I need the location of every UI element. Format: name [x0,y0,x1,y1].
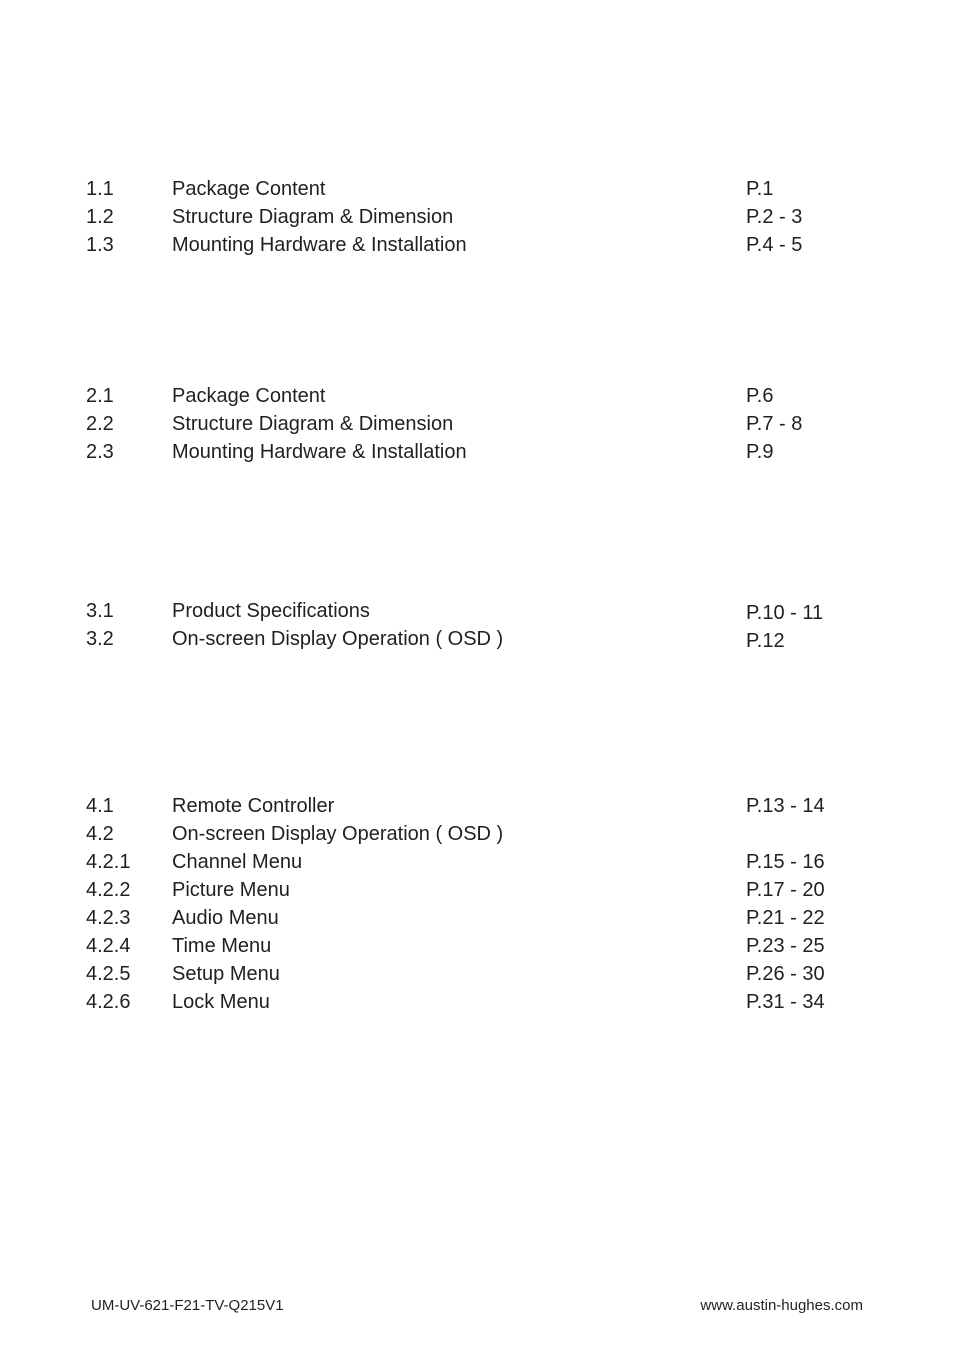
toc-entry-title: On-screen Display Operation ( OSD ) [172,628,504,650]
toc-entry-page: P.13 - 14 [746,795,825,817]
toc-entry-number: 1.2 [86,206,114,228]
toc-entry [0,960,954,988]
toc-entry [0,904,954,932]
toc-entry-page: P.21 - 22 [746,907,825,929]
toc-entry-number: 4.2.3 [86,907,131,929]
toc-entry-number: 4.2.5 [86,963,131,985]
toc-entry-page: P.2 - 3 [746,206,803,228]
toc-entry-page: P.15 - 16 [746,851,825,873]
toc-entry-title: Time Menu [172,935,272,957]
toc-entry-title: Package Content [172,178,326,200]
toc-entry-page: P.31 - 34 [746,991,825,1013]
toc-entry-title: Mounting Hardware & Installation [172,441,467,463]
toc-entry-page: P.10 - 11 [746,602,824,624]
toc-entry [0,231,954,259]
toc-entry-number: 1.1 [86,178,114,200]
toc-entry-page: P.7 - 8 [746,413,803,435]
toc-entry-number: 3.2 [86,628,114,650]
toc-entry-title: Remote Controller [172,795,335,817]
toc-entry-title: On-screen Display Operation ( OSD ) [172,823,504,845]
toc-entry-number: 2.3 [86,441,114,463]
toc-entry-number: 4.2.6 [86,991,131,1013]
toc-entry-number: 2.2 [86,413,114,435]
toc-entry-number: 3.1 [86,600,114,622]
toc-entry-title: Setup Menu [172,963,280,985]
toc-entry-number: 4.1 [86,795,114,817]
toc-entry-title: Structure Diagram & Dimension [172,413,454,435]
toc-entry [0,792,954,820]
toc-entry-number: 2.1 [86,385,114,407]
toc-entry-page: P.23 - 25 [746,935,825,957]
toc-entry-title: Audio Menu [172,907,279,929]
toc-entry-page: P.4 - 5 [746,234,803,256]
toc-entry [0,410,954,438]
toc-entry-page: P.6 [746,385,774,407]
toc-entry [0,625,954,653]
footer-website: www.austin-hughes.com [700,1297,863,1314]
toc-entry [0,438,954,466]
toc-entry [0,988,954,1016]
toc-entry-number: 4.2.4 [86,935,131,957]
toc-entry-page: P.1 [746,178,774,200]
toc-entry-title: Structure Diagram & Dimension [172,206,454,228]
toc-entry [0,932,954,960]
toc-entry [0,848,954,876]
toc-entry-title: Channel Menu [172,851,303,873]
toc-entry-number: 1.3 [86,234,114,256]
toc-entry-title: Lock Menu [172,991,270,1013]
toc-entry-page: P.12 [746,630,785,652]
footer-document-code: UM-UV-621-F21-TV-Q215V1 [91,1297,284,1314]
toc-entry-page: P.9 [746,441,774,463]
toc-entry-number: 4.2.1 [86,851,131,873]
toc-entry-title: Mounting Hardware & Installation [172,234,467,256]
toc-entry-number: 4.2 [86,823,114,845]
toc-entry-page: P.17 - 20 [746,879,825,901]
toc-entry-title: Picture Menu [172,879,290,901]
toc-entry [0,203,954,231]
toc-entry-title: Package Content [172,385,326,407]
toc-entry [0,597,954,625]
toc-entry [0,175,954,203]
toc-entry-title: Product Specifications [172,600,370,622]
toc-entry-page: P.26 - 30 [746,963,825,985]
toc-entry [0,820,954,848]
toc-entry [0,382,954,410]
toc-entry [0,876,954,904]
toc-entry-number: 4.2.2 [86,879,131,901]
